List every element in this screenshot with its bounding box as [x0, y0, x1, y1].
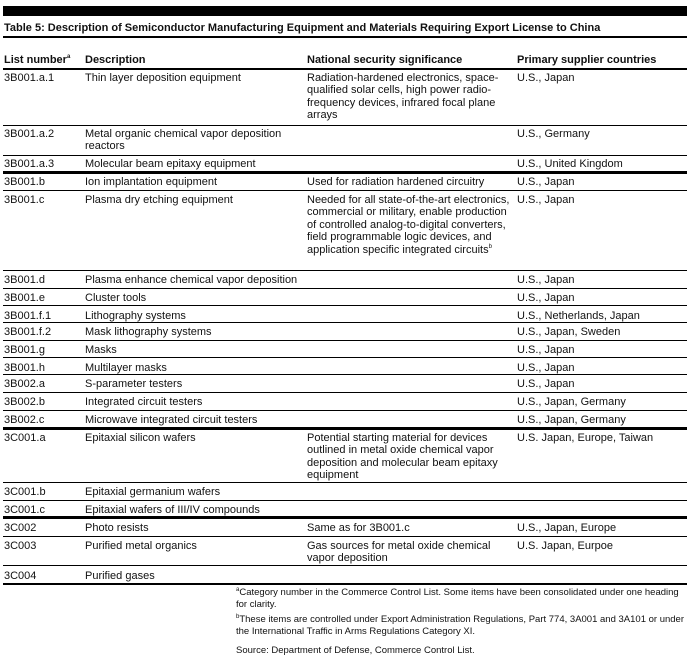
cell-description [85, 396, 305, 408]
header-significance: National security significance [307, 54, 463, 66]
cell-description [85, 504, 305, 516]
cell-description-text: Plasma dry etching equipment [85, 194, 233, 206]
cell-list-number-text: 3B001.h [4, 362, 45, 374]
row-rule [3, 482, 687, 483]
cell-list-number [4, 540, 82, 552]
cell-suppliers [517, 292, 687, 304]
cell-list-number [4, 504, 82, 516]
cell-suppliers [517, 72, 687, 84]
cell-list-number [4, 344, 82, 356]
row-rule [3, 270, 687, 271]
cell-suppliers [517, 274, 687, 286]
cell-description-text: Epitaxial germanium wafers [85, 486, 221, 498]
cell-list-number-text: 3B001.a.2 [4, 128, 55, 140]
cell-description [85, 540, 305, 552]
cell-suppliers-text: U.S., Japan [517, 362, 575, 374]
cell-list-number [4, 378, 82, 390]
cell-list-number-text: 3B001.b [4, 176, 45, 188]
cell-description [85, 310, 305, 322]
cell-list-number [4, 310, 82, 322]
cell-description [85, 72, 305, 84]
cell-significance [307, 72, 517, 122]
cell-suppliers-text: U.S. Japan, Europe, Taiwan [517, 432, 654, 444]
cell-suppliers-text: U.S., Japan [517, 292, 575, 304]
cell-description-text: Epitaxial silicon wafers [85, 432, 196, 444]
footnote-a-text: Category number in the Commerce Control List. Some items have been consolidated under one heading for clarity. [236, 587, 679, 610]
cell-list-number-text: 3B001.f.1 [4, 310, 52, 322]
cell-suppliers-text: U.S., Germany [517, 128, 590, 140]
cell-suppliers [517, 344, 687, 356]
cell-description [85, 344, 305, 356]
row-rule [3, 190, 687, 191]
cell-list-number [4, 362, 82, 374]
header-description: Description [85, 54, 146, 66]
row-rule [3, 392, 687, 393]
row-rule [3, 536, 687, 537]
cell-suppliers [517, 158, 687, 170]
cell-suppliers-text: U.S., Japan, Germany [517, 396, 626, 408]
cell-description [85, 362, 305, 374]
row-rule [3, 374, 687, 375]
cell-description-text: Molecular beam epitaxy equipment [85, 158, 256, 170]
cell-description-text: Cluster tools [85, 292, 147, 304]
table-title: Table 5: Description of Semiconductor Manufacturing Equipment and Materials Requiring Export License to China [4, 22, 601, 34]
row-rule [3, 340, 687, 341]
cell-list-number-text: 3C002 [4, 522, 37, 534]
cell-significance-text: Same as for 3B001.c [307, 522, 410, 534]
cell-description-text: Lithography systems [85, 310, 186, 322]
cell-suppliers [517, 522, 687, 534]
cell-significance [307, 432, 517, 482]
cell-suppliers-text: U.S., Japan [517, 176, 575, 188]
group-rule [3, 171, 687, 174]
cell-description-text: Epitaxial wafers of III/IV compounds [85, 504, 260, 516]
cell-significance-text: Potential starting material for devices outlined in metal oxide chemical vapor deposition and molecular beam epitaxy equipment [307, 432, 498, 482]
cell-list-number [4, 72, 82, 84]
cell-list-number-text: 3B002.b [4, 396, 45, 408]
cell-suppliers [517, 378, 687, 390]
footnote-a-mark: a [236, 587, 240, 593]
cell-list-number-text: 3C003 [4, 540, 37, 552]
cell-significance-text: Needed for all state-of-the-art electronics, commercial or military, enable production of controlled analog-to-digital converters, field programmable logic devices, and application specific integrated circuits [307, 194, 510, 256]
cell-significance [307, 540, 517, 565]
cell-description-text: Masks [85, 344, 117, 356]
cell-list-number [4, 570, 82, 582]
row-rule [3, 155, 687, 156]
top-heavy-rule [3, 6, 687, 16]
cell-suppliers [517, 414, 687, 426]
cell-description [85, 570, 305, 582]
cell-description [85, 274, 305, 286]
cell-significance-text: Gas sources for metal oxide chemical vapor deposition [307, 540, 491, 565]
cell-suppliers-text: U.S. Japan, Eurpoe [517, 540, 614, 552]
cell-suppliers [517, 310, 687, 322]
cell-list-number [4, 432, 82, 444]
cell-description-text: Thin layer deposition equipment [85, 72, 241, 84]
footnote-b [236, 614, 688, 638]
cell-list-number-text: 3B002.a [4, 378, 45, 390]
cell-suppliers [517, 326, 687, 338]
group-rule [3, 583, 687, 585]
cell-significance [307, 176, 517, 188]
row-rule [3, 410, 687, 411]
cell-description [85, 414, 305, 426]
cell-suppliers [517, 128, 687, 140]
cell-description-text: Microwave integrated circuit testers [85, 414, 258, 426]
cell-list-number [4, 274, 82, 286]
source-note: Source: Department of Defense, Commerce Control List. [236, 645, 475, 656]
cell-suppliers [517, 176, 687, 188]
cell-description-text: Plasma enhance chemical vapor deposition [85, 274, 298, 286]
cell-description [85, 176, 305, 188]
cell-list-number [4, 176, 82, 188]
cell-list-number-text: 3B001.g [4, 344, 45, 356]
cell-description [85, 128, 305, 153]
cell-list-number [4, 396, 82, 408]
cell-list-number-text: 3B001.a.1 [4, 72, 55, 84]
cell-description [85, 292, 305, 304]
row-rule [3, 288, 687, 289]
cell-significance-text: Used for radiation hardened circuitry [307, 176, 485, 188]
footnote-a [236, 587, 688, 611]
cell-description-text: Multilayer masks [85, 362, 167, 374]
cell-list-number-text: 3B001.f.2 [4, 326, 52, 338]
cell-description-text: Purified metal organics [85, 540, 197, 552]
row-rule [3, 125, 687, 126]
cell-suppliers-text: U.S., Netherlands, Japan [517, 310, 640, 322]
cell-list-number [4, 414, 82, 426]
cell-list-number [4, 194, 82, 206]
cell-list-number-text: 3B002.c [4, 414, 45, 426]
footnote-mark: b [488, 243, 492, 250]
row-rule [3, 322, 687, 323]
cell-list-number-text: 3B001.c [4, 194, 45, 206]
cell-suppliers-text: U.S., Japan, Sweden [517, 326, 621, 338]
cell-list-number-text: 3B001.d [4, 274, 45, 286]
row-rule [3, 305, 687, 306]
cell-suppliers-text: U.S., Japan [517, 72, 575, 84]
cell-description [85, 522, 305, 534]
cell-description [85, 194, 305, 206]
cell-suppliers [517, 432, 687, 444]
cell-suppliers-text: U.S., United Kingdom [517, 158, 623, 170]
row-rule [3, 357, 687, 358]
cell-list-number-text: 3C001.b [4, 486, 46, 498]
cell-description-text: Purified gases [85, 570, 155, 582]
footnote-b-text: These items are controlled under Export Administration Regulations, Part 774, 3A001 and 3A101 or under the International Traffic in Arms Regulations Category XI. [236, 614, 684, 637]
cell-suppliers [517, 540, 687, 552]
cell-suppliers-text: U.S., Japan, Germany [517, 414, 626, 426]
cell-suppliers [517, 194, 687, 206]
row-rule [3, 500, 687, 501]
cell-list-number-text: 3B001.a.3 [4, 158, 55, 170]
cell-suppliers-text: U.S., Japan [517, 344, 575, 356]
cell-suppliers-text: U.S., Japan, Europe [517, 522, 617, 534]
cell-suppliers-text: U.S., Japan [517, 274, 575, 286]
cell-suppliers-text: U.S., Japan [517, 194, 575, 206]
header-list-number-text: List number [4, 54, 67, 66]
cell-description [85, 158, 305, 170]
cell-list-number [4, 128, 82, 140]
cell-description-text: Photo resists [85, 522, 149, 534]
title-rule [3, 36, 687, 38]
cell-description [85, 486, 305, 498]
cell-list-number [4, 158, 82, 170]
cell-description-text: Metal organic chemical vapor deposition reactors [85, 128, 282, 153]
cell-list-number-text: 3B001.e [4, 292, 45, 304]
cell-description [85, 378, 305, 390]
cell-list-number [4, 522, 82, 534]
cell-significance-text: Radiation-hardened electronics, space-qualified solar cells, high power radio-frequency devices, infrared focal plane arrays [307, 72, 499, 122]
cell-significance [307, 522, 517, 534]
cell-list-number [4, 292, 82, 304]
header-suppliers: Primary supplier countries [517, 54, 657, 66]
header-footnote-mark: a [66, 54, 71, 60]
cell-description-text: Integrated circuit testers [85, 396, 203, 408]
cell-description [85, 326, 305, 338]
cell-list-number-text: 3C004 [4, 570, 37, 582]
cell-list-number [4, 486, 82, 498]
footnote-b-mark: b [236, 614, 240, 620]
group-rule [3, 427, 687, 430]
cell-list-number-text: 3C001.c [4, 504, 45, 516]
cell-suppliers [517, 362, 687, 374]
header-rule [3, 68, 687, 70]
row-rule [3, 565, 687, 566]
cell-suppliers [517, 396, 687, 408]
cell-description [85, 432, 305, 444]
cell-description-text: Mask lithography systems [85, 326, 212, 338]
cell-list-number-text: 3C001.a [4, 432, 46, 444]
cell-significance [307, 194, 517, 256]
cell-list-number [4, 326, 82, 338]
group-rule [3, 516, 687, 519]
cell-suppliers-text: U.S., Japan [517, 378, 575, 390]
header-list-number [4, 54, 82, 66]
cell-description-text: S-parameter testers [85, 378, 183, 390]
cell-description-text: Ion implantation equipment [85, 176, 218, 188]
